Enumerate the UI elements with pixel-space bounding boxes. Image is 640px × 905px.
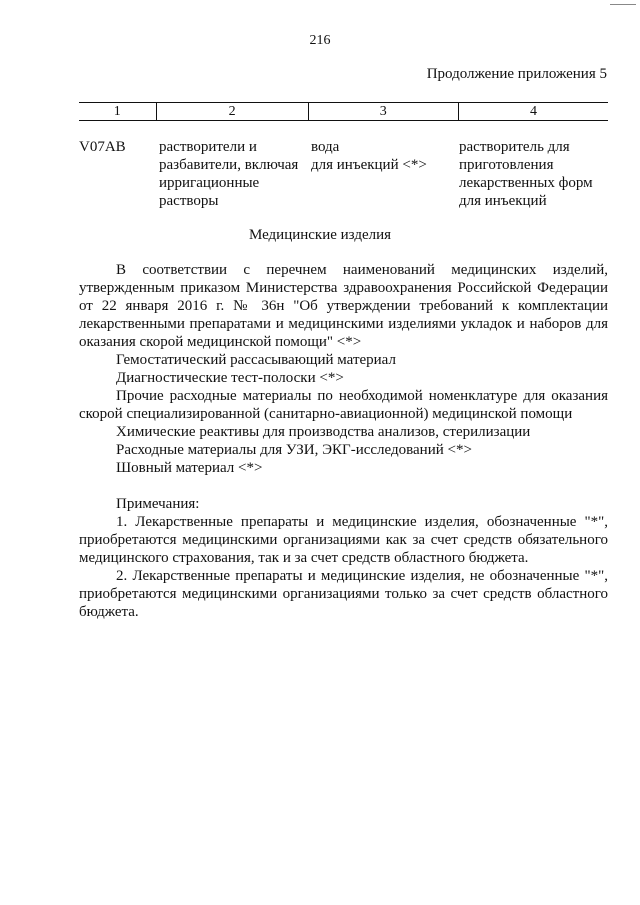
substance-line: для инъекций <*> xyxy=(311,157,427,173)
appendix-continuation-label: Продолжение приложения 5 xyxy=(426,66,607,82)
note-line: 1. Лекарственные препараты и медицинские изделия, обозначенные "*", xyxy=(116,514,608,530)
document-body xyxy=(79,261,608,621)
column-number-3: 3 xyxy=(309,103,459,120)
column-number-4: 4 xyxy=(529,104,537,119)
note-line: приобретаются медицинскими организациями только за счет средств областного xyxy=(79,586,608,602)
paragraph-line: лекарственными препаратами и медицинскими изделиями укладок и наборов для xyxy=(79,316,608,332)
table-row xyxy=(79,138,608,210)
page-number: 216 xyxy=(309,33,331,48)
list-item: Шовный материал <*> xyxy=(116,460,263,476)
note-line: приобретаются медицинскими организациями как за счет средств обязательного xyxy=(79,532,608,548)
paragraph-line: оказания скорой медицинской помощи" <*> xyxy=(79,334,362,350)
dosage-form xyxy=(459,138,608,210)
form-line: приготовления xyxy=(459,157,554,173)
active-substance xyxy=(311,138,459,210)
section-title: Медицинские изделия xyxy=(248,227,392,243)
list-item-continuation: скорой специализированной (санитарно-авиационной) медицинской помощи xyxy=(79,406,573,422)
form-line: лекарственных форм xyxy=(459,175,593,191)
group-line: ирригационные xyxy=(159,175,260,191)
column-number-2: 2 xyxy=(157,103,309,120)
corner-mark xyxy=(610,0,636,5)
paragraph-line: В соответствии с перечнем наименований медицинских изделий, xyxy=(116,262,608,278)
group-line: растворители и xyxy=(159,139,257,155)
note-line: бюджета. xyxy=(79,604,139,620)
note-line: медицинского страхования, так и за счет средств областного бюджета. xyxy=(79,550,529,566)
atc-code: V07AB xyxy=(79,139,126,155)
column-number-1: 1 xyxy=(79,103,157,120)
form-line: для инъекций xyxy=(459,193,547,209)
notes-heading: Примечания: xyxy=(116,496,200,512)
substance-line: вода xyxy=(311,139,340,155)
paragraph-line: утвержденным приказом Министерства здравоохранения Российской Федерации xyxy=(79,280,608,296)
table-column-header xyxy=(79,102,608,121)
spacer xyxy=(79,477,608,495)
paragraph-line: от 22 января 2016 г. № 36н "Об утверждении требований к комплектации xyxy=(79,298,608,314)
form-line: растворитель для xyxy=(459,139,570,155)
list-item: Химические реактивы для производства анализов, стерилизации xyxy=(116,424,531,440)
note-line: 2. Лекарственные препараты и медицинские изделия, не обозначенные "*", xyxy=(116,568,608,584)
list-item: Расходные материалы для УЗИ, ЭКГ-исследований <*> xyxy=(116,442,472,458)
group-line: разбавители, включая xyxy=(159,157,299,173)
list-item: Гемостатический рассасывающий материал xyxy=(116,352,396,368)
list-item: Диагностические тест-полоски <*> xyxy=(116,370,344,386)
group-line: растворы xyxy=(159,193,219,209)
list-item: Прочие расходные материалы по необходимой номенклатуре для оказания xyxy=(116,388,608,404)
pharmacological-group xyxy=(159,138,311,210)
